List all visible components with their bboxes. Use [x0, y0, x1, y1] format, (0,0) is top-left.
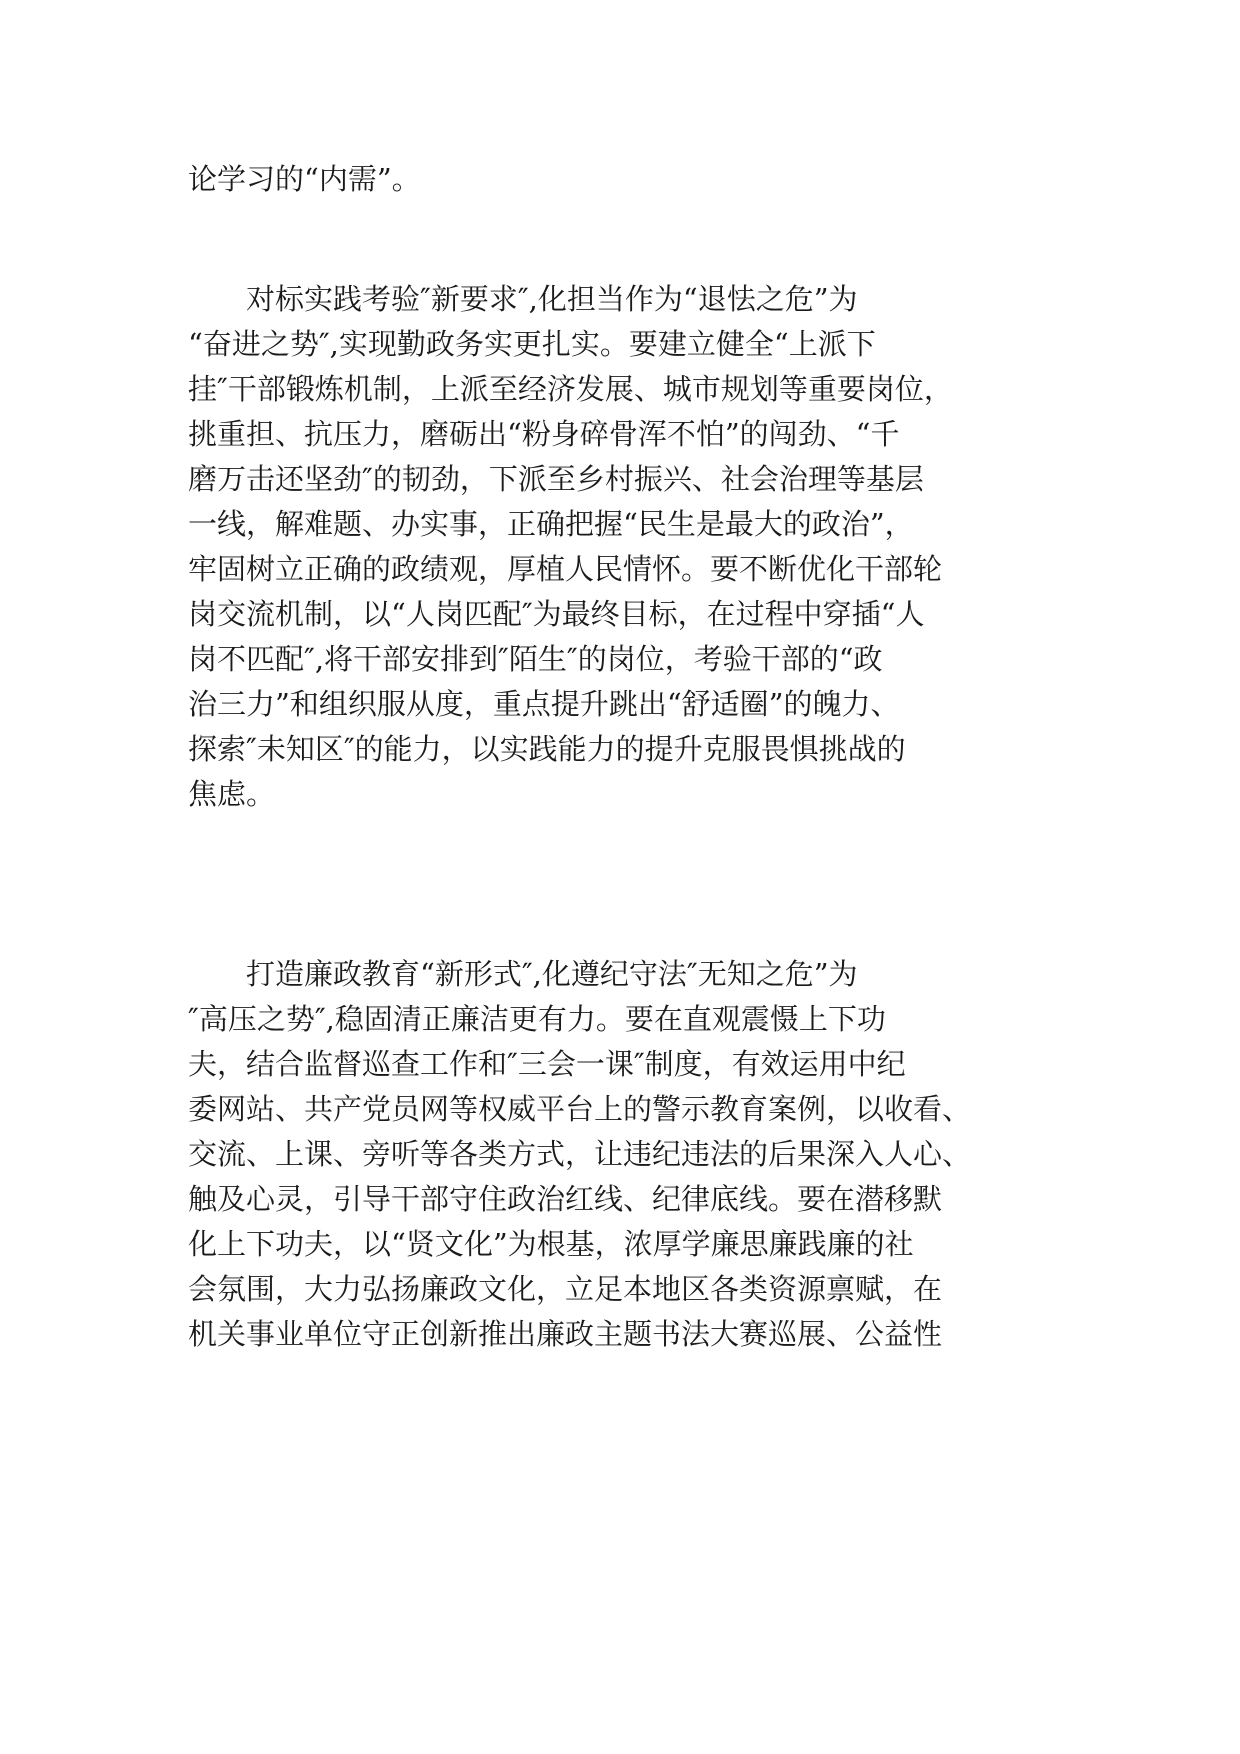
text-line: 焦虑。 — [188, 777, 276, 811]
text-line: 化上下功夫，以“贤文化”为根基，浓厚学廉思廉践廉的社 — [188, 1227, 914, 1261]
text-line: ″高压之势″,稳固清正廉洁更有力。要在直观震慑上下功 — [188, 1002, 886, 1036]
paragraph-integrity — [188, 952, 1068, 1357]
text-line: “奋进之势″,实现勤政务实更扎实。要建立健全“上派下 — [188, 327, 876, 361]
text-line: 论学习的“内需”。 — [188, 162, 421, 196]
text-line: 岗不匹配″,将干部安排到″陌生″的岗位，考验干部的“政 — [188, 642, 883, 676]
text-line: 委网站、共产党员网等权威平台上的警示教育案例，以收看、 — [188, 1092, 972, 1126]
text-line: 牢固树立正确的政绩观，厚植人民情怀。要不断优化干部轮 — [188, 552, 943, 586]
paragraph-practice — [188, 277, 1068, 817]
paragraph-continuation — [188, 157, 1068, 202]
text-line: 磨万击还坚劲″的韧劲，下派至乡村振兴、社会治理等基层 — [188, 462, 924, 496]
text-line: 一线，解难题、办实事，正确把握“民生是最大的政治”， — [188, 507, 914, 541]
text-line: 夫，结合监督巡查工作和″三会一课″制度，有效运用中纪 — [188, 1047, 906, 1081]
text-line: 挂″干部锻炼机制，上派至经济发展、城市规划等重要岗位， — [188, 372, 953, 406]
text-line: 岗交流机制，以“人岗匹配″为最终目标，在过程中穿插“人 — [188, 597, 925, 631]
text-line: 对标实践考验″新要求″,化担当作为“退怯之危”为 — [188, 282, 858, 316]
text-line: 机关事业单位守正创新推出廉政主题书法大赛巡展、公益性 — [188, 1317, 943, 1351]
text-line: 打造廉政教育“新形式″,化遵纪守法″无知之危”为 — [188, 957, 858, 991]
text-line: 会氛围，大力弘扬廉政文化，立足本地区各类资源禀赋，在 — [188, 1272, 943, 1306]
text-line: 探索″未知区″的能力，以实践能力的提升克服畏惧挑战的 — [188, 732, 906, 766]
text-line: 交流、上课、旁听等各类方式，让违纪违法的后果深入人心、 — [188, 1137, 972, 1171]
text-line: 触及心灵，引导干部守住政治红线、纪律底线。要在潜移默 — [188, 1182, 943, 1216]
text-line: 挑重担、抗压力，磨砺出“粉身碎骨浑不怕”的闯劲、“千 — [188, 417, 900, 451]
text-line: 治三力”和组织服从度，重点提升跳出“舒适圈”的魄力、 — [188, 687, 900, 721]
